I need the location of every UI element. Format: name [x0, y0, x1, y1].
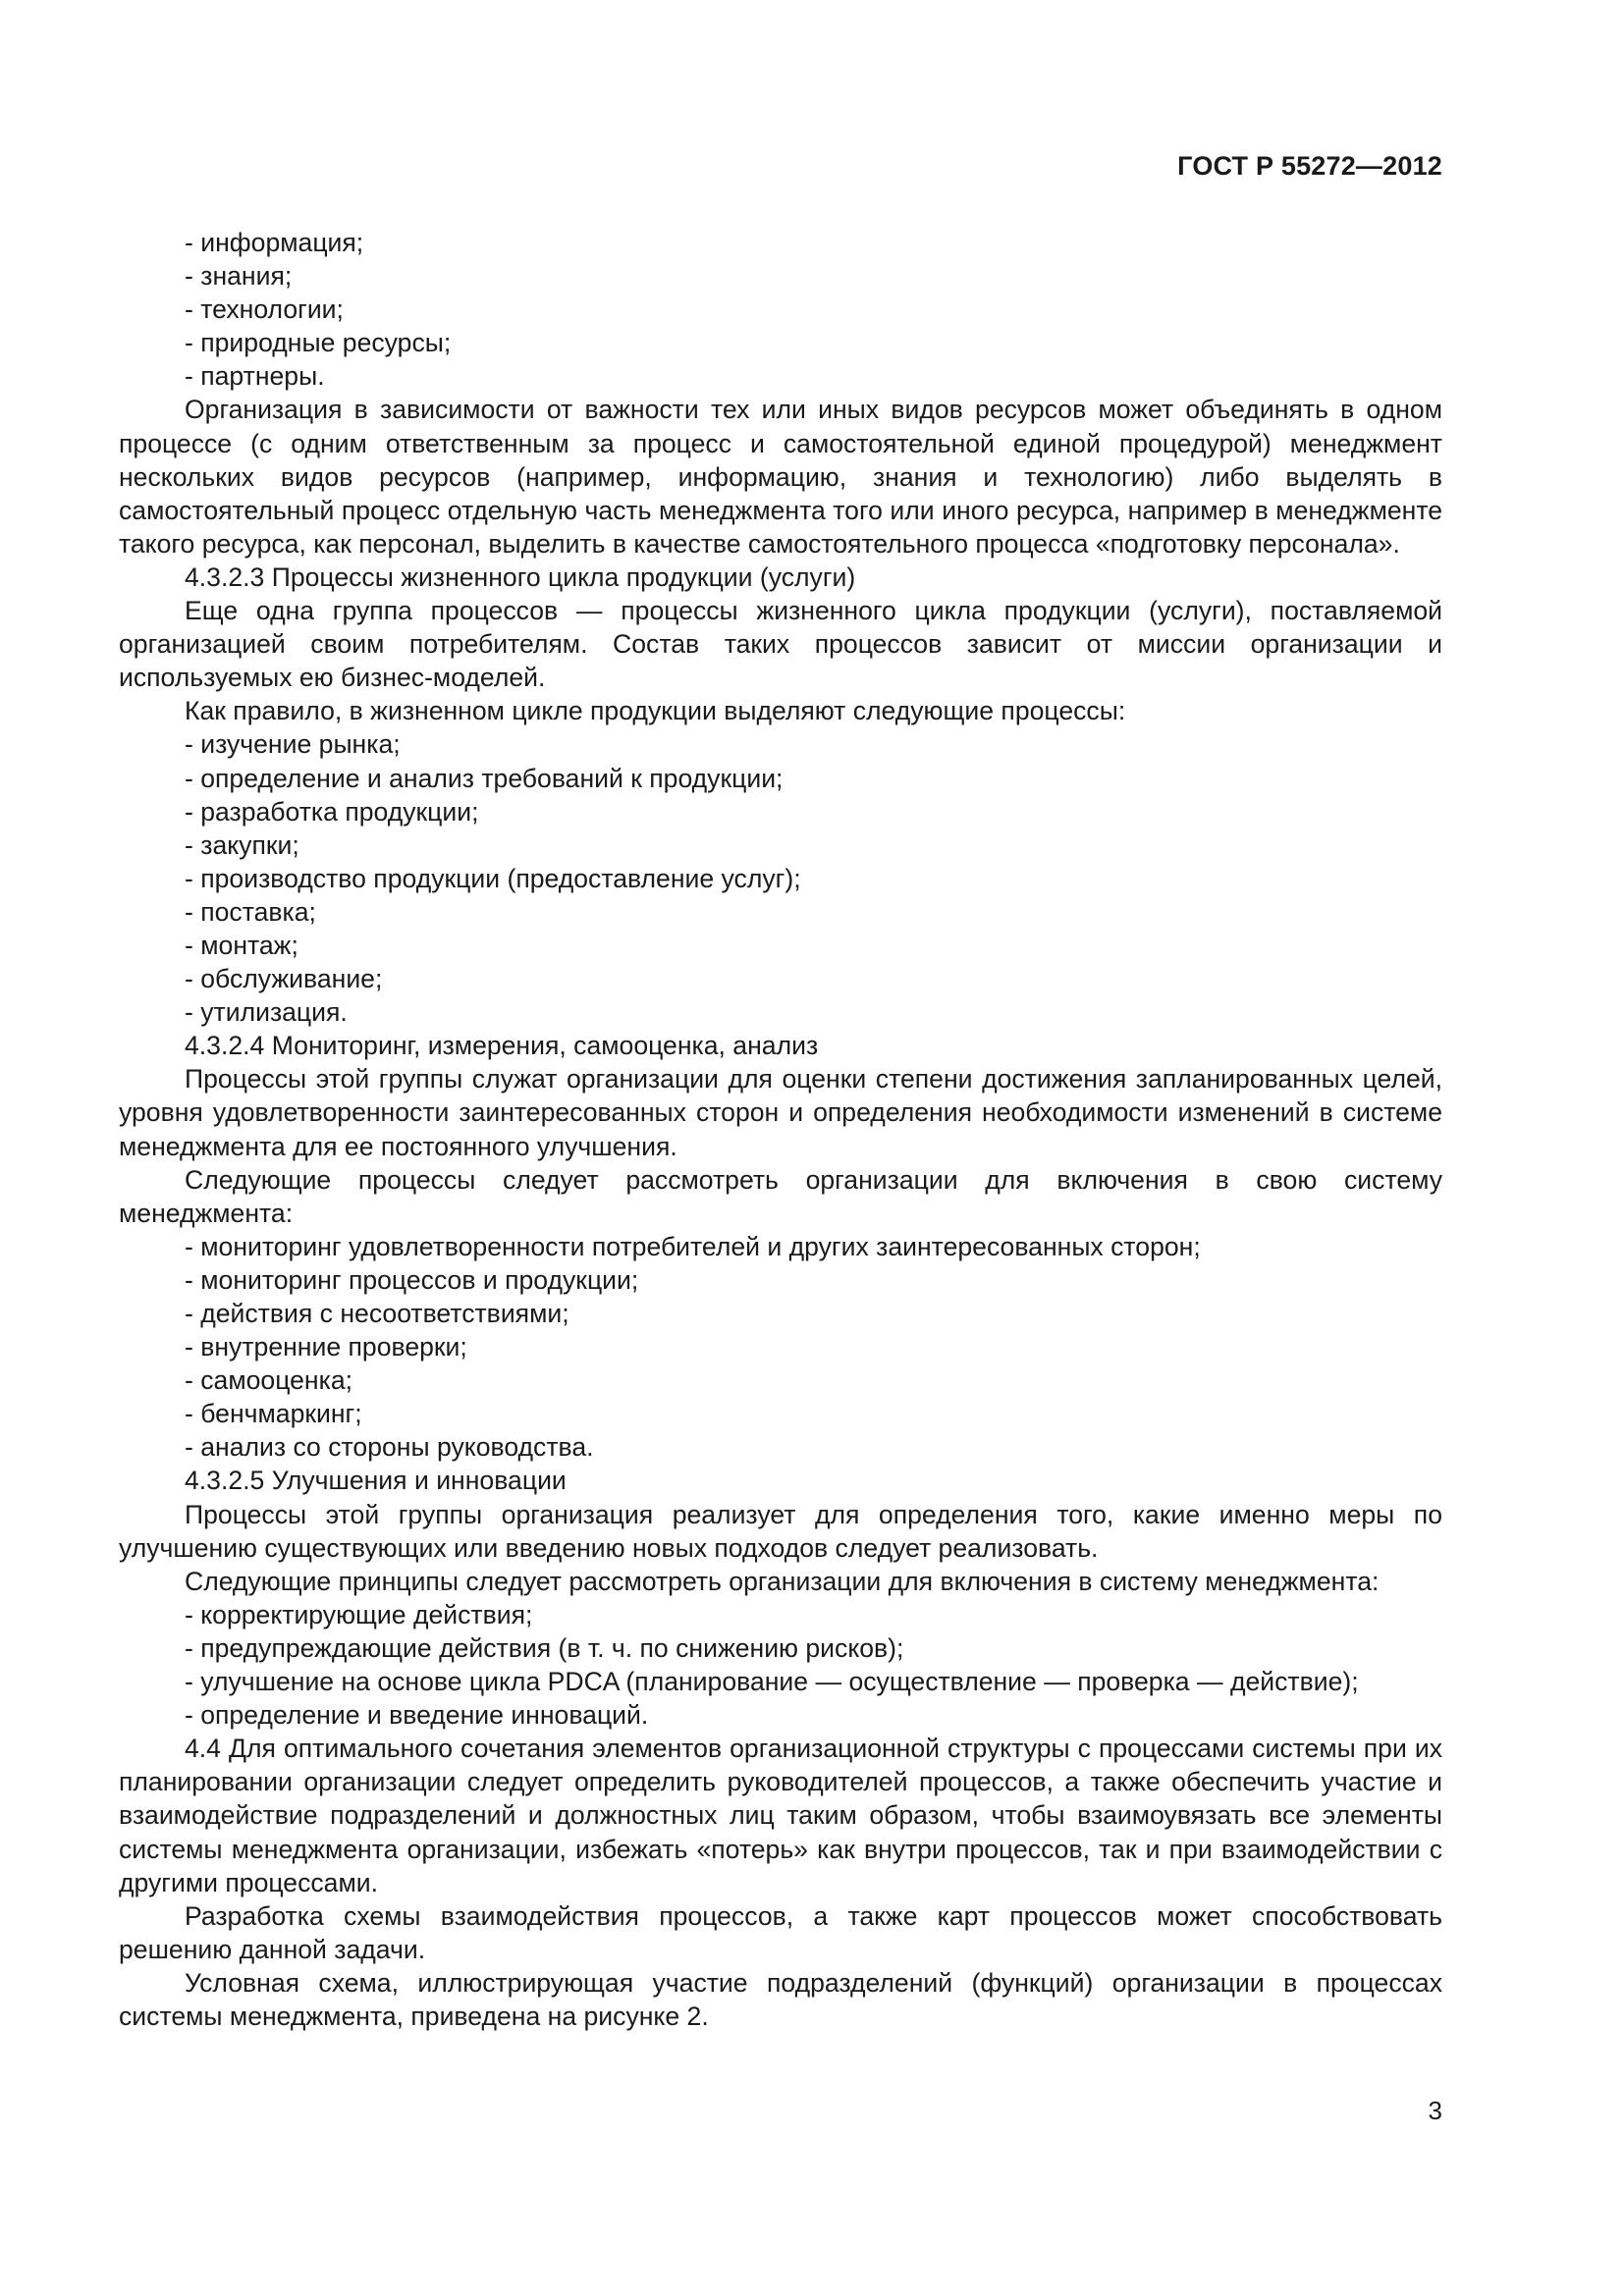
paragraph: Процессы этой группы служат организации для оценки степени достижения запланированных целей, уровня удовлетворенности заинтересованных сторон и определения необходимости изменений в системе менеджмента для ее постоянного улучшения. — [119, 1064, 1442, 1161]
list-item: - закупки; — [185, 829, 299, 860]
section-heading: 4.3.2.5 Улучшения и инновации — [185, 1466, 567, 1496]
list-item: - информация; — [185, 228, 364, 257]
paragraph: Условная схема, иллюстрирующая участие подразделений (функций) организации в процессах системы менеджмента, приведена на рисунке 2. — [119, 1967, 1442, 2031]
list-item: - партнеры. — [185, 361, 325, 392]
list-item: - бенчмаркинг; — [185, 1399, 362, 1429]
list-item: - поставка; — [185, 896, 316, 927]
list-item: - обслуживание; — [185, 964, 383, 994]
list-item: - определение и анализ требований к продукции; — [185, 763, 784, 793]
list-item: - знания; — [185, 261, 293, 292]
list-item: - природные ресурсы; — [185, 328, 452, 358]
list-item: - внутренние проверки; — [185, 1332, 467, 1362]
paragraph: Еще одна группа процессов — процессы жизненного цикла продукции (услуги), поставляемой организацией своим потребителям. Состав таких процессов зависит от миссии организации и используемых ею бизнес-моделей. — [119, 596, 1442, 693]
list-item: - утилизация. — [185, 997, 348, 1028]
list-item: - самооценка; — [185, 1365, 353, 1396]
list-item: - улучшение на основе цикла PDCA (планирование — осуществление — проверка — действие); — [185, 1667, 1359, 1697]
list-item: - разработка продукции; — [185, 796, 479, 827]
page-number: 3 — [1428, 2096, 1442, 2125]
section-heading: 4.3.2.3 Процессы жизненного цикла продукции (услуги) — [185, 561, 856, 592]
section-heading: 4.3.2.4 Мониторинг, измерения, самооценка, анализ — [185, 1031, 819, 1061]
paragraph: Как правило, в жизненном цикле продукции выделяют следующие процессы: — [185, 696, 1126, 726]
list-item: - мониторинг процессов и продукции; — [185, 1264, 639, 1295]
list-item: - анализ со стороны руководства. — [185, 1432, 594, 1463]
paragraph: Следующие процессы следует рассмотреть организации для включения в свою систему менеджмента: — [119, 1164, 1442, 1228]
paragraph: Процессы этой группы организация реализует для определения того, какие именно меры по улучшению существующих или введению новых подходов следует реализовать. — [119, 1499, 1442, 1563]
paragraph: Организация в зависимости от важности тех или иных видов ресурсов может объединять в одном процессе (с одним ответственным за процесс и самостоятельной единой процедурой) менеджмент нескольких видов ресурсов (например, информацию, знания и технологию) либо выделять в самостоятельный процесс отдельную часть менеджмента того или иного ресурса, например в менеджменте такого ресурса, как персонал, выделить в качестве самостоятельного процесса «подготовку персонала». — [119, 395, 1442, 559]
paragraph: Следующие принципы следует рассмотреть организации для включения в систему менеджмента: — [185, 1566, 1380, 1596]
list-item: - определение и введение инноваций. — [185, 1700, 649, 1731]
list-item: - мониторинг удовлетворенности потребителей и других заинтересованных сторон; — [185, 1231, 1201, 1261]
list-item: - действия с несоответствиями; — [185, 1299, 569, 1328]
list-item: - предупреждающие действия (в т. ч. по снижению рисков); — [185, 1632, 904, 1663]
document-body — [119, 226, 1442, 2033]
paragraph: 4.4 Для оптимального сочетания элементов организационной структуры с процессами системы при их планировании организации следует определить руководителей процессов, а также обеспечить участие и взаимодействие подразделений и должностных лиц таким образом, чтобы взаимоувязать все элементы системы менеджмента организации, избежать «потерь» как внутри процессов, так и при взаимодействии с другими процессами. — [119, 1734, 1442, 1897]
list-item: - технологии; — [185, 294, 344, 325]
list-item: - монтаж; — [185, 930, 298, 960]
list-item: - изучение рынка; — [185, 729, 401, 760]
list-item: - производство продукции (предоставление услуг); — [185, 863, 801, 893]
document-id-header: ГОСТ Р 55272—2012 — [1177, 151, 1442, 181]
paragraph: Разработка схемы взаимодействия процессов, а также карт процессов может способствовать решению данной задачи. — [119, 1900, 1442, 1964]
list-item: - корректирующие действия; — [185, 1599, 533, 1629]
